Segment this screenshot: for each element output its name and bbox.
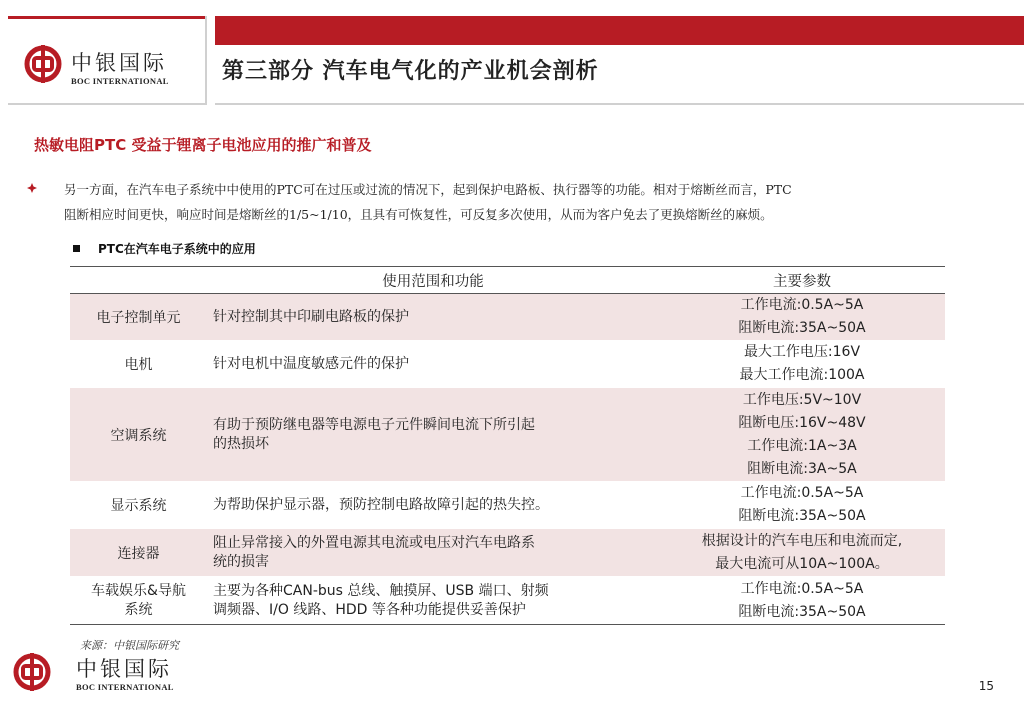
header-left-divider	[8, 103, 205, 105]
bullet-line: 另一方面，在汽车电子系统中中使用的PTC可在过压或过流的情况下，起到保护电路板、执行器等的功能。相对于熔断丝而言，PTC	[64, 182, 792, 197]
bullet-paragraph	[64, 177, 969, 227]
table-row	[70, 482, 945, 529]
table-header-cell: 使用范围和功能	[207, 267, 659, 294]
function-cell	[207, 529, 659, 577]
table-header-cell	[70, 267, 207, 294]
function-line: 有助于预防继电器等电源电子元件瞬间电流下所引起	[213, 416, 535, 433]
logo-chinese-name: 中银国际	[71, 51, 167, 75]
params-cell	[659, 388, 945, 482]
params-cell	[659, 341, 945, 388]
function-line: 针对电机中温度敏感元件的保护	[213, 355, 409, 372]
system-name-cell: 电机	[70, 341, 207, 388]
logo-chinese-name: 中银国际	[76, 657, 172, 681]
system-name-cell: 电子控制单元	[70, 294, 207, 341]
source-note: 来源：中银国际研究	[80, 639, 179, 652]
table-caption: PTC在汽车电子系统中的应用	[98, 242, 256, 256]
param-line: 阻断电压:16V~48V	[738, 414, 866, 431]
section-heading: 热敏电阻PTC 受益于锂离子电池应用的推广和普及	[34, 136, 372, 154]
system-name-cell: 车载娱乐&导航 系统	[70, 577, 207, 625]
function-line: 统的损害	[213, 553, 269, 570]
function-line: 主要为各种CAN-bus 总线、触摸屏、USB 端口、射频	[213, 582, 549, 599]
param-line: 根据设计的汽车电压和电流而定,	[701, 532, 903, 549]
table-row	[70, 341, 945, 388]
boc-logo-icon	[12, 652, 52, 692]
param-line: 阻断电流:35A~50A	[738, 508, 866, 524]
function-line: 针对控制其中印刷电路板的保护	[213, 308, 409, 325]
param-line: 最大工作电流:100A	[739, 367, 865, 383]
function-cell	[207, 341, 659, 388]
logo-english-name: BOC INTERNATIONAL	[76, 682, 174, 692]
params-cell	[659, 294, 945, 341]
page-number: 15	[978, 679, 994, 693]
diamond-bullet-icon	[27, 183, 37, 193]
params-cell	[659, 577, 945, 625]
table-row	[70, 294, 945, 341]
params-cell	[659, 529, 945, 577]
boc-logo-icon	[23, 44, 63, 84]
page-title: 第三部分 汽车电气化的产业机会剖析	[222, 58, 599, 84]
system-name-cell: 显示系统	[70, 482, 207, 529]
function-line: 为帮助保护显示器，预防控制电路故障引起的热失控。	[213, 496, 549, 513]
param-line: 阻断电流:3A~5A	[747, 460, 857, 477]
function-line: 阻止异常接入的外置电源其电流或电压对汽车电路系	[213, 534, 535, 551]
system-name-cell: 空调系统	[70, 388, 207, 482]
param-line: 最大工作电压:16V	[743, 344, 861, 360]
table-row	[70, 577, 945, 625]
logo-english-name: BOC INTERNATIONAL	[71, 76, 169, 86]
header-vertical-divider	[205, 16, 207, 105]
function-cell	[207, 482, 659, 529]
table-row	[70, 388, 945, 482]
top-right-red-bar	[215, 16, 1024, 45]
param-line: 工作电流:0.5A~5A	[740, 580, 864, 597]
param-line: 工作电流:0.5A~5A	[740, 297, 864, 313]
param-line: 工作电流:0.5A~5A	[740, 485, 864, 501]
function-cell	[207, 388, 659, 482]
header-right-divider	[215, 103, 1024, 105]
function-cell	[207, 577, 659, 625]
ptc-application-table	[70, 266, 945, 625]
table-row	[70, 529, 945, 577]
system-name-cell: 连接器	[70, 529, 207, 577]
params-cell	[659, 482, 945, 529]
square-bullet-icon	[73, 245, 80, 252]
param-line: 阻断电流:35A~50A	[738, 320, 866, 336]
function-line: 的热损坏	[213, 435, 269, 452]
bullet-line: 阻断相应时间更快，响应时间是熔断丝的1/5~1/10，且具有可恢复性，可反复多次使用，从而为客户免去了更换熔断丝的麻烦。	[64, 207, 773, 222]
param-line: 工作电流:1A~3A	[747, 437, 857, 454]
table-header-row	[70, 267, 945, 294]
param-line: 阻断电流:35A~50A	[738, 603, 866, 620]
table-header-cell: 主要参数	[659, 267, 945, 294]
param-line: 最大电流可从10A~100A。	[715, 555, 889, 572]
function-line: 调频器、I/O 线路、HDD 等各种功能提供妥善保护	[213, 601, 526, 618]
top-left-red-line	[8, 16, 205, 19]
param-line: 工作电压:5V~10V	[742, 391, 862, 408]
function-cell	[207, 294, 659, 341]
